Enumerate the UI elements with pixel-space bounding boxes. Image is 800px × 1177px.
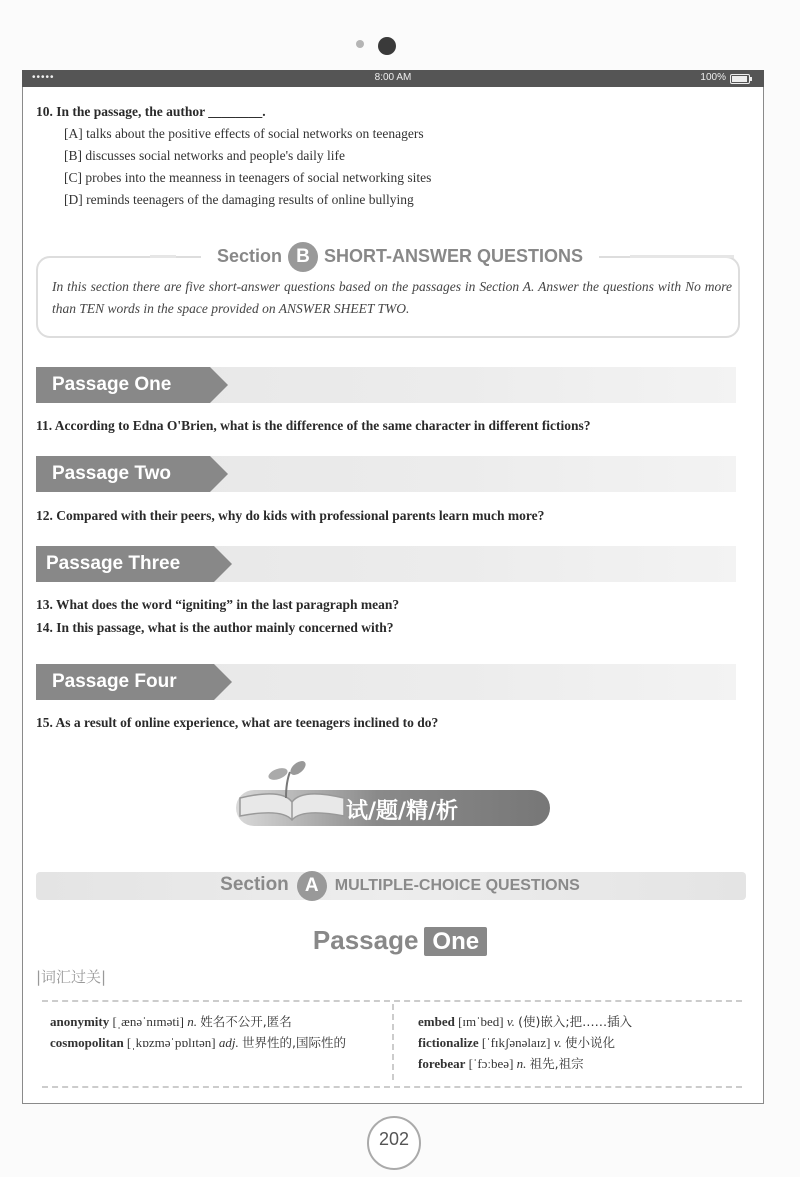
- analysis-title: 试/题/精/析: [346, 799, 459, 824]
- vocab-pron: [ˌkɒzməˈpɒlɪtən]: [126, 1035, 216, 1050]
- vocab-entry: [418, 1053, 738, 1074]
- section-label: Section: [220, 874, 289, 896]
- section-title: MULTIPLE-CHOICE QUESTIONS: [334, 877, 580, 895]
- vocab-meaning: 祖先,祖宗: [529, 1056, 584, 1071]
- section-a-heading: [0, 871, 800, 901]
- passage-number: One: [424, 927, 487, 956]
- passage-heading: [0, 925, 800, 956]
- section-label: Section: [216, 245, 282, 266]
- vocab-meaning: 世界性的,国际性的: [241, 1035, 346, 1050]
- camera-dot: [378, 37, 396, 55]
- question-13: 13. What does the word “igniting” in the last paragraph mean?: [36, 597, 400, 612]
- camera-dot-small: [356, 40, 364, 48]
- section-b-heading: [0, 242, 800, 272]
- vocab-entry: [418, 1011, 738, 1032]
- passage-tab-three: Passage Three: [36, 546, 214, 582]
- question-15: 15. As a result of online experience, what are teenagers inclined to do?: [36, 715, 439, 730]
- question-12: 12. Compared with their peers, why do kids with professional parents learn much more?: [36, 508, 545, 523]
- passage-tab-one: Passage One: [36, 367, 210, 403]
- vocab-pron: [ˈfɔːbeə]: [468, 1056, 514, 1071]
- vocab-pos: n.: [516, 1056, 527, 1071]
- passage-word: Passage: [312, 925, 419, 955]
- vocab-pos: v.: [506, 1014, 515, 1029]
- vocab-word: forebear: [418, 1056, 466, 1071]
- vocab-meaning: 使小说化: [565, 1035, 616, 1050]
- battery-percent: 100%: [700, 72, 726, 83]
- passage-tab-two: Passage Two: [36, 456, 210, 492]
- section-letter-badge: A: [297, 871, 327, 901]
- vocab-tag: |词汇过关|: [36, 968, 107, 986]
- vocab-pos: n.: [187, 1014, 197, 1029]
- status-time: 8:00 AM: [374, 72, 412, 83]
- vocab-pos: adj.: [218, 1035, 239, 1050]
- vocab-word: fictionalize: [418, 1035, 479, 1050]
- vocab-word: cosmopolitan: [50, 1035, 124, 1050]
- battery-icon: [730, 74, 750, 84]
- vocab-pos: v.: [553, 1035, 562, 1050]
- question-11: 11. According to Edna O'Brien, what is the difference of the same character in different fictions?: [36, 418, 591, 433]
- option-d: [D] reminds teenagers of the damaging results of online bullying: [64, 192, 414, 207]
- vocab-divider: [392, 1004, 394, 1080]
- vocab-pron: [ˌænəˈnɪməti]: [112, 1014, 184, 1029]
- vocab-pron: [ɪmˈbed]: [458, 1014, 504, 1029]
- status-bar: [22, 70, 764, 87]
- vocab-entry: [418, 1032, 738, 1053]
- vocab-word: anonymity: [50, 1014, 110, 1029]
- book-sprout-icon: [232, 758, 352, 828]
- vocab-entry: [50, 1011, 385, 1032]
- vocab-entry: [50, 1032, 385, 1053]
- option-c: [C] probes into the meanness in teenagers of social networking sites: [64, 170, 432, 185]
- vocab-pron: [ˈfɪkʃənəlaɪz]: [481, 1035, 551, 1050]
- option-a: [A] talks about the positive effects of social networks on teenagers: [64, 126, 424, 141]
- vocab-word: embed: [418, 1014, 455, 1029]
- passage-tab-four: Passage Four: [36, 664, 214, 700]
- page-number: 202: [378, 1129, 410, 1149]
- vocab-meaning: 姓名不公开,匿名: [200, 1014, 292, 1029]
- section-letter-badge: B: [288, 242, 318, 272]
- question-10: 10. In the passage, the author ________.: [36, 104, 266, 119]
- signal-icon: •••••: [32, 72, 55, 83]
- question-14: 14. In this passage, what is the author mainly concerned with?: [36, 620, 394, 635]
- vocab-meaning: (使)嵌入;把……插入: [518, 1014, 633, 1029]
- section-b-instructions: In this section there are five short-answer questions based on the passages in Section A. Answer the questions with No more than TEN words in the space provided on ANSWER SHEET TWO.: [52, 279, 732, 316]
- section-title: SHORT-ANSWER QUESTIONS: [324, 245, 584, 266]
- option-b: [B] discusses social networks and people's daily life: [64, 148, 345, 163]
